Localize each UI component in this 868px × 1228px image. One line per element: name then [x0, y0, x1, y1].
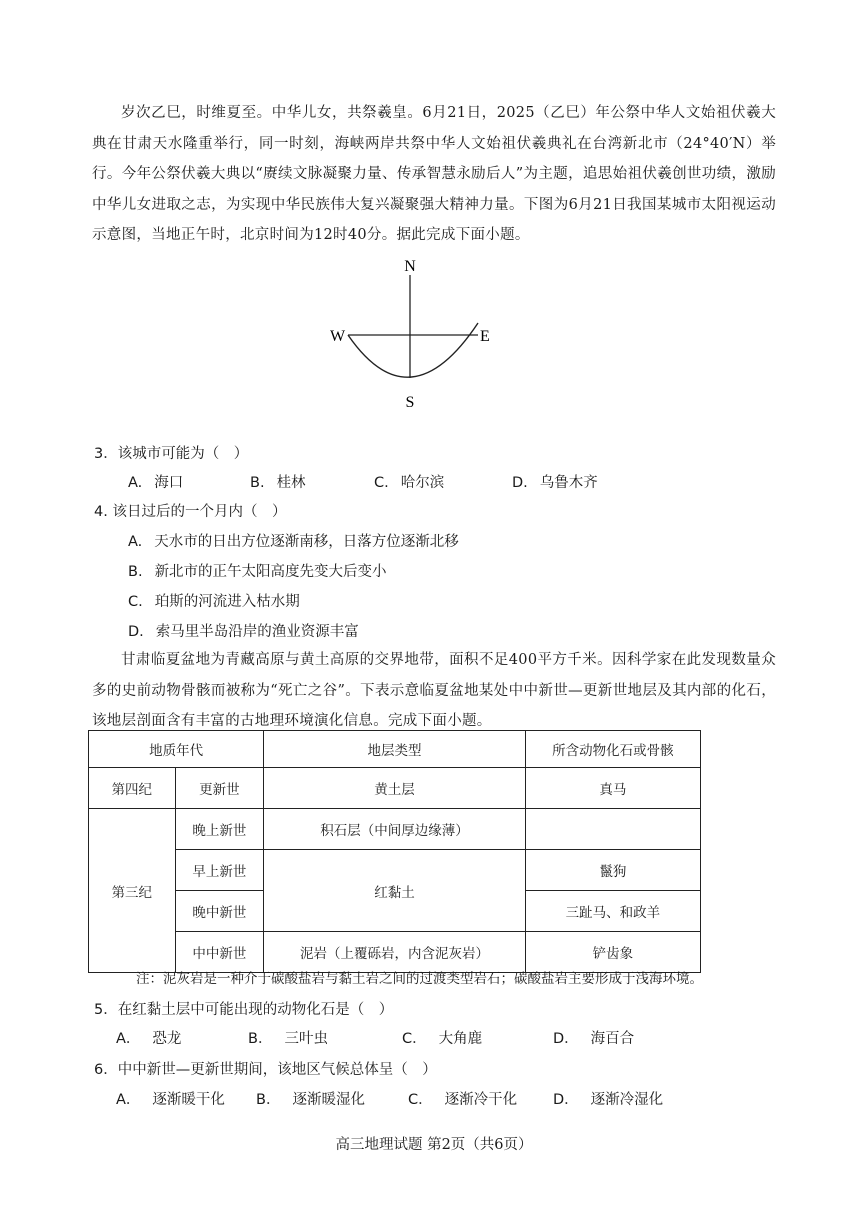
q4-option-a: A. 天水市的日出方位逐渐南移，日落方位逐渐北移 — [128, 534, 459, 550]
q4-option-b: B. 新北市的正午太阳高度先变大后变小 — [128, 564, 387, 580]
table-header: 地质年代 — [89, 731, 264, 768]
table-cell: 晚上新世 — [175, 809, 264, 850]
table-cell: 晚中新世 — [175, 891, 264, 932]
table-cell: 早上新世 — [175, 850, 264, 891]
table-header-row — [89, 731, 701, 768]
linxia-paragraph: 甘肃临夏盆地为青藏高原与黄土高原的交界地带，面积不足400平方千米。因科学家在此发现数量众多的史前动物骨骸而被称为“死亡之谷”。下表示意临夏盆地某处中中新世—更新世地层及其内部的化石，该地层剖面含有丰富的古地理环境演化信息。完成下面小题。 — [92, 652, 776, 729]
table-cell: 红黏土 — [264, 850, 526, 932]
west-label: W — [330, 328, 346, 345]
table-cell: 中中新世 — [175, 932, 264, 973]
table-cell: 铲齿象 — [525, 932, 700, 973]
question-4: 4. 该日过后的一个月内（ ） — [94, 504, 287, 520]
q6-option-c: C． 逐渐冷干化 — [408, 1092, 518, 1108]
stratum-table — [88, 730, 701, 973]
table-cell: 三趾马、和政羊 — [525, 891, 700, 932]
table-cell: 黄土层 — [264, 768, 526, 809]
q3-option-d: D. 乌鲁木齐 — [512, 475, 598, 491]
table-cell: 泥岩（上覆砾岩，内含泥灰岩） — [264, 932, 526, 973]
north-label: N — [404, 258, 416, 275]
table-row — [89, 850, 701, 891]
sun-path-curve — [348, 323, 478, 377]
q4-option-c: C. 珀斯的河流进入枯水期 — [128, 594, 300, 610]
q5-option-d: D． 海百合 — [553, 1031, 635, 1047]
q3-option-a: A. 海口 — [128, 475, 184, 491]
table-header: 地层类型 — [264, 731, 526, 768]
table-row — [89, 768, 701, 809]
east-label: E — [480, 328, 490, 345]
sun-path-diagram — [320, 255, 550, 415]
table-header: 所含动物化石或骨骸 — [525, 731, 700, 768]
q5-option-c: C． 大角鹿 — [402, 1031, 483, 1047]
q5-option-b: B． 三叶虫 — [248, 1031, 328, 1047]
page-footer: 高三地理试题 第2页（共6页） — [335, 1137, 533, 1153]
table-row — [89, 932, 701, 973]
table-cell: 积石层（中间厚边缘薄） — [264, 809, 526, 850]
q6-option-d: D． 逐渐冷湿化 — [553, 1092, 664, 1108]
q3-option-c: C. 哈尔滨 — [374, 475, 445, 491]
table-cell: 真马 — [525, 768, 700, 809]
question-5: 5．在红黏土层中可能出现的动物化石是（ ） — [94, 1002, 394, 1018]
table-row — [89, 809, 701, 850]
q5-option-a: A． 恐龙 — [116, 1031, 182, 1047]
south-label: S — [405, 394, 415, 411]
question-3: 3．该城市可能为（ ） — [94, 446, 249, 462]
question-6: 6．中中新世—更新世期间，该地区气候总体呈（ ） — [94, 1062, 437, 1078]
table-cell: 第三纪 — [89, 809, 176, 973]
q6-option-b: B． 逐渐暖湿化 — [256, 1092, 365, 1108]
table-note: 注：泥灰岩是一种介于碳酸盐岩与黏土岩之间的过渡类型岩石；碳酸盐岩主要形成于浅海环境。 — [136, 971, 703, 987]
intro-paragraph: 岁次乙巳，时维夏至。中华儿女，共祭羲皇。6月21日，2025（乙巳）年公祭中华人文始祖伏羲大典在甘肃天水隆重举行，同一时刻，海峡两岸共祭中华人文始祖伏羲典礼在台湾新北市（24°40′N）举行。今年公祭伏羲大典以“赓续文脉凝聚力量、传承智慧永励后人”为主题，追思始祖伏羲创世功绩，激励中华儿女进取之志，为实现中华民族伟大复兴凝聚强大精神力量。下图为6月21日我国某城市太阳视运动示意图，当地正午时，北京时间为12时40分。据此完成下面小题。 — [92, 105, 776, 243]
table-cell: 鬣狗 — [525, 850, 700, 891]
q4-option-d: D. 索马里半岛沿岸的渔业资源丰富 — [128, 624, 359, 640]
table-cell: 更新世 — [175, 768, 264, 809]
table-cell: 第四纪 — [89, 768, 176, 809]
q6-option-a: A． 逐渐暖干化 — [116, 1092, 225, 1108]
q3-option-b: B. 桂林 — [250, 475, 306, 491]
table-cell — [525, 809, 700, 850]
